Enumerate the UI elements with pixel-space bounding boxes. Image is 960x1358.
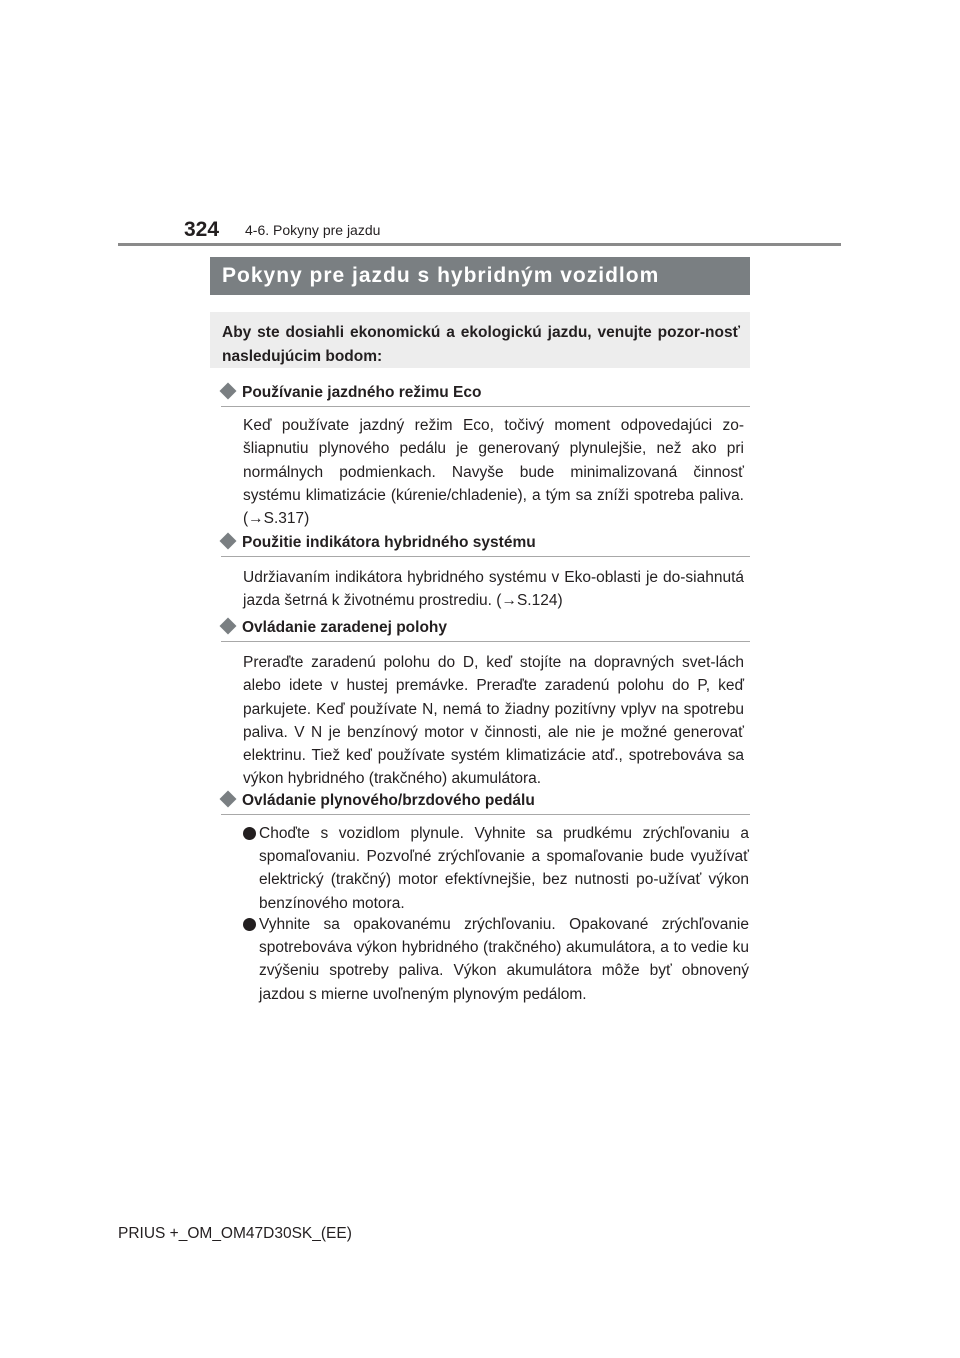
section-heading-shift-position [221, 619, 750, 642]
header-divider [118, 243, 841, 246]
chapter-title: 4-6. Pokyny pre jazdu [245, 222, 381, 238]
diamond-bullet-icon [220, 533, 237, 550]
section-heading-text: Ovládanie plynového/brzdového pedálu [242, 792, 535, 809]
section-heading-text: Použitie indikátora hybridného systému [242, 534, 536, 551]
section-paragraph-hybrid-indicator: Udržiavaním indikátora hybridného systému v Eko-oblasti je do-siahnutá jazda šetrná k životnému prostrediu. (→S.124) [243, 569, 744, 610]
diamond-bullet-icon [220, 791, 237, 808]
page-number: 324 [184, 218, 220, 241]
list-item-text: Choďte s vozidlom plynule. Vyhnite sa prudkému zrýchľovaniu a spomaľovaniu. Pozvoľné zrýchľovanie a spomaľovanie bude využívať elektrický (trakčný) motor efektívnejšie, bez nutnosti po-užívať výkon benzínového motora. [259, 825, 749, 912]
section-heading-text: Ovládanie zaradenej polohy [242, 619, 448, 636]
diamond-bullet-icon [220, 618, 237, 635]
list-item [243, 822, 749, 915]
section-paragraph-shift-position: Preraďte zaradenú polohu do D, keď stojíte na dopravných svet-lách alebo idete v hustej premávke. Preraďte zaradenú polohu do P, keď parkujete. Keď používate N, nemá to žiadny pozitívny vplyv na spotrebu paliva. V N je benzínový motor v činnosti, ale nie je možné generovať elektrinu. Tiež keď používate systém klimatizácie atď., spotrebováva sa výkon hybridného (trakčného) akumulátora. [243, 654, 744, 788]
diamond-bullet-icon [220, 383, 237, 400]
round-bullet-icon [243, 918, 256, 931]
section-heading-eco-mode [221, 384, 750, 407]
section-paragraph-eco-mode: Keď používate jazdný režim Eco, točivý moment odpovedajúci zo-šliapnutiu plynového pedálu je generovaný plynulejšie, než ako pri normálnych podmienkach. Navyše bude minimalizovaná činnosť systému klimatizácie (kúrenie/chladenie), a tým sa zníži spotreba paliva. (→S.317) [243, 417, 744, 528]
list-item-text: Vyhnite sa opakovanému zrýchľovaniu. Opakované zrýchľovanie spotrebováva výkon hybridného (trakčného) akumulátora, a to vedie ku zvýšeniu spotreby paliva. Výkon akumulátora môže byť obnovený jazdou s mierne uvoľneným plynovým pedálom. [259, 916, 749, 1003]
intro-box: Aby ste dosiahli ekonomickú a ekologickú jazdu, venujte pozor-nosť nasledujúcim bodom: [210, 312, 750, 368]
document-footer: PRIUS +_OM_OM47D30SK_(EE) [118, 1225, 352, 1242]
section-heading-hybrid-indicator [221, 534, 750, 557]
round-bullet-icon [243, 827, 256, 840]
section-heading-pedal-operation [221, 792, 750, 815]
list-item [243, 913, 749, 1006]
section-heading-text: Používanie jazdného režimu Eco [242, 384, 482, 401]
section-title-banner: Pokyny pre jazdu s hybridným vozidlom [210, 257, 750, 295]
